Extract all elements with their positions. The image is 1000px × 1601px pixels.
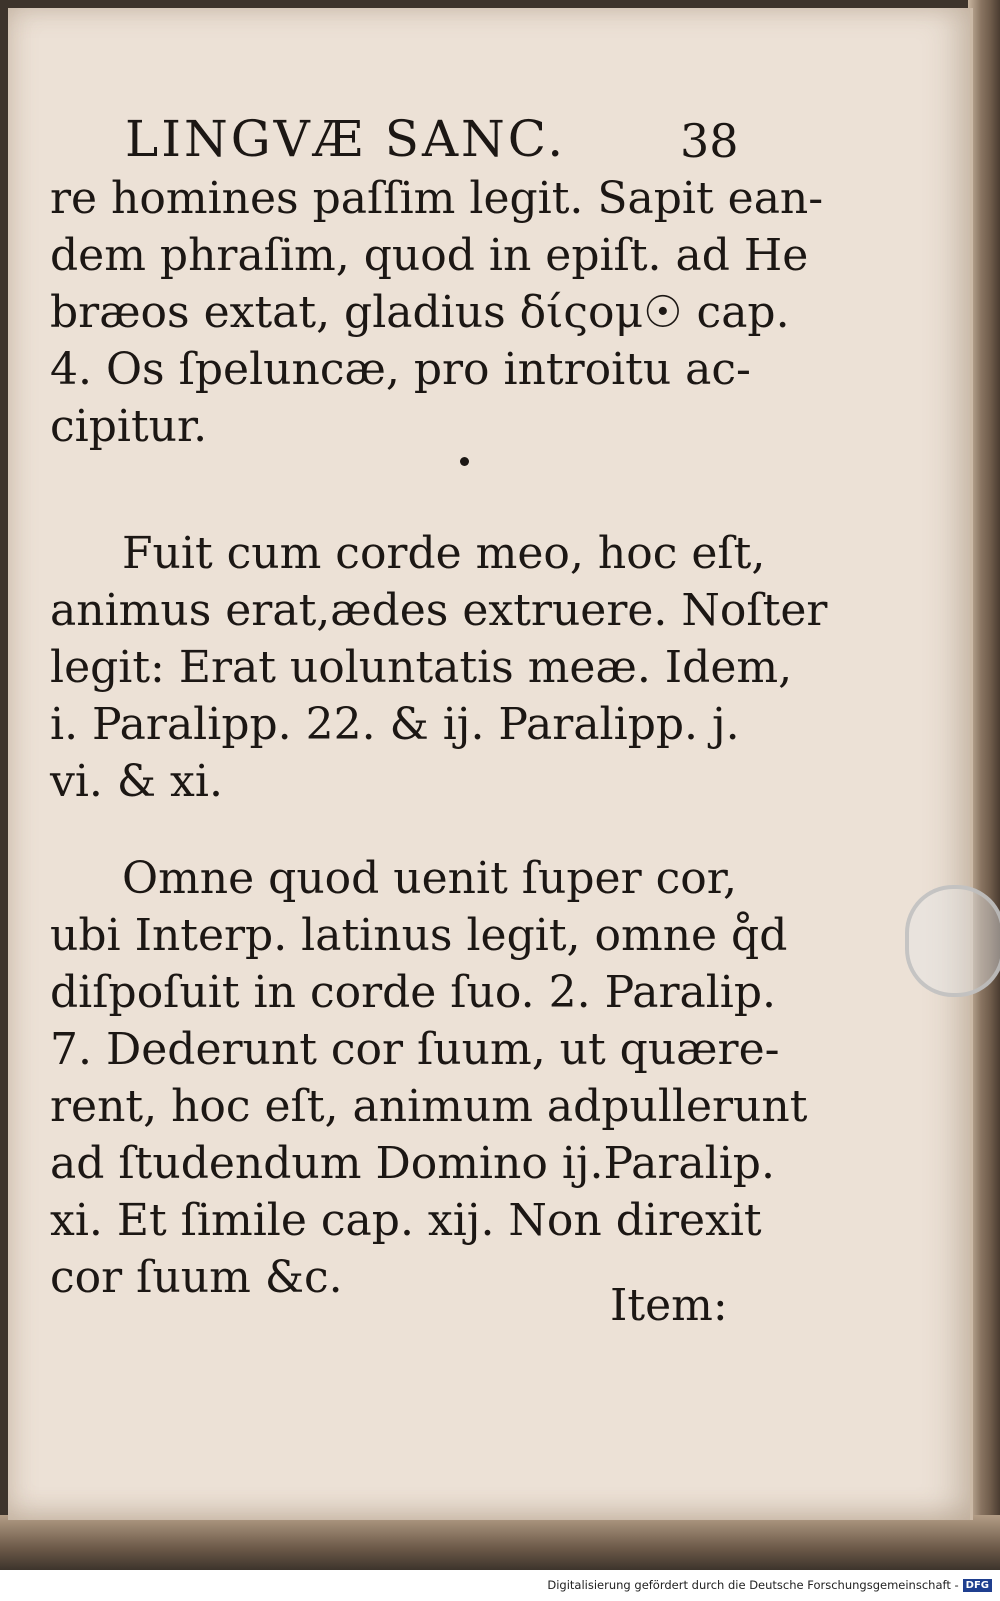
text-line: cor ſuum &c. <box>50 1252 343 1303</box>
paragraph-3 <box>50 850 808 1306</box>
separator-dot <box>460 457 469 466</box>
text-line: animus erat,ædes extruere. Noſter <box>50 585 828 636</box>
section-separator <box>50 455 750 483</box>
folio-number: 38 <box>680 114 739 168</box>
text-line: Omne quod uenit ſuper cor, <box>122 853 737 904</box>
page-clip <box>905 885 1000 997</box>
credit-text: Digitalisierung gefördert durch die Deutsche Forschungsgemeinschaft - <box>547 1578 959 1592</box>
paragraph-1 <box>50 170 824 455</box>
page-text <box>50 100 828 1331</box>
paragraph-2 <box>50 525 828 810</box>
digitization-credit <box>547 1578 992 1592</box>
text-line: rent, hoc eſt, animum adpullerunt <box>50 1081 808 1132</box>
text-line: dem phraſim, quod in epiſt. ad He <box>50 230 809 281</box>
text-line: 4. Os ſpeluncæ, pro introitu ac- <box>50 344 751 395</box>
text-line: 7. Dederunt cor ſuum, ut quære- <box>50 1024 780 1075</box>
catchword: Item: <box>610 1280 728 1331</box>
text-line: legit: Erat uoluntatis meæ. Idem, <box>50 642 793 693</box>
dfg-logo: DFG <box>963 1579 992 1592</box>
text-line: diſpoſuit in corde ſuo. 2. Paralip. <box>50 967 776 1018</box>
text-line: re homines paſſim legit. Sapit ean- <box>50 173 824 224</box>
page-header <box>50 100 750 170</box>
running-head: LINGVÆ SANC. <box>125 110 567 168</box>
text-line: ad ſtudendum Domino ij.Paralip. <box>50 1138 775 1189</box>
text-line: Fuit cum corde meo, hoc eſt, <box>122 528 766 579</box>
text-line: bræos extat, gladius δίςομ☉ cap. <box>50 287 790 338</box>
text-line: xi. Et ſimile cap. xij. Non direxit <box>50 1195 762 1246</box>
text-line: cipitur. <box>50 401 208 452</box>
book-bottom-edge <box>0 1515 1000 1570</box>
text-line: i. Paralipp. 22. & ij. Paralipp. j. <box>50 699 740 750</box>
footer-bar <box>0 1570 1000 1601</box>
text-line: ubi Interp. latinus legit, omne q̊d <box>50 910 788 961</box>
text-line: vi. & xi. <box>50 756 223 807</box>
